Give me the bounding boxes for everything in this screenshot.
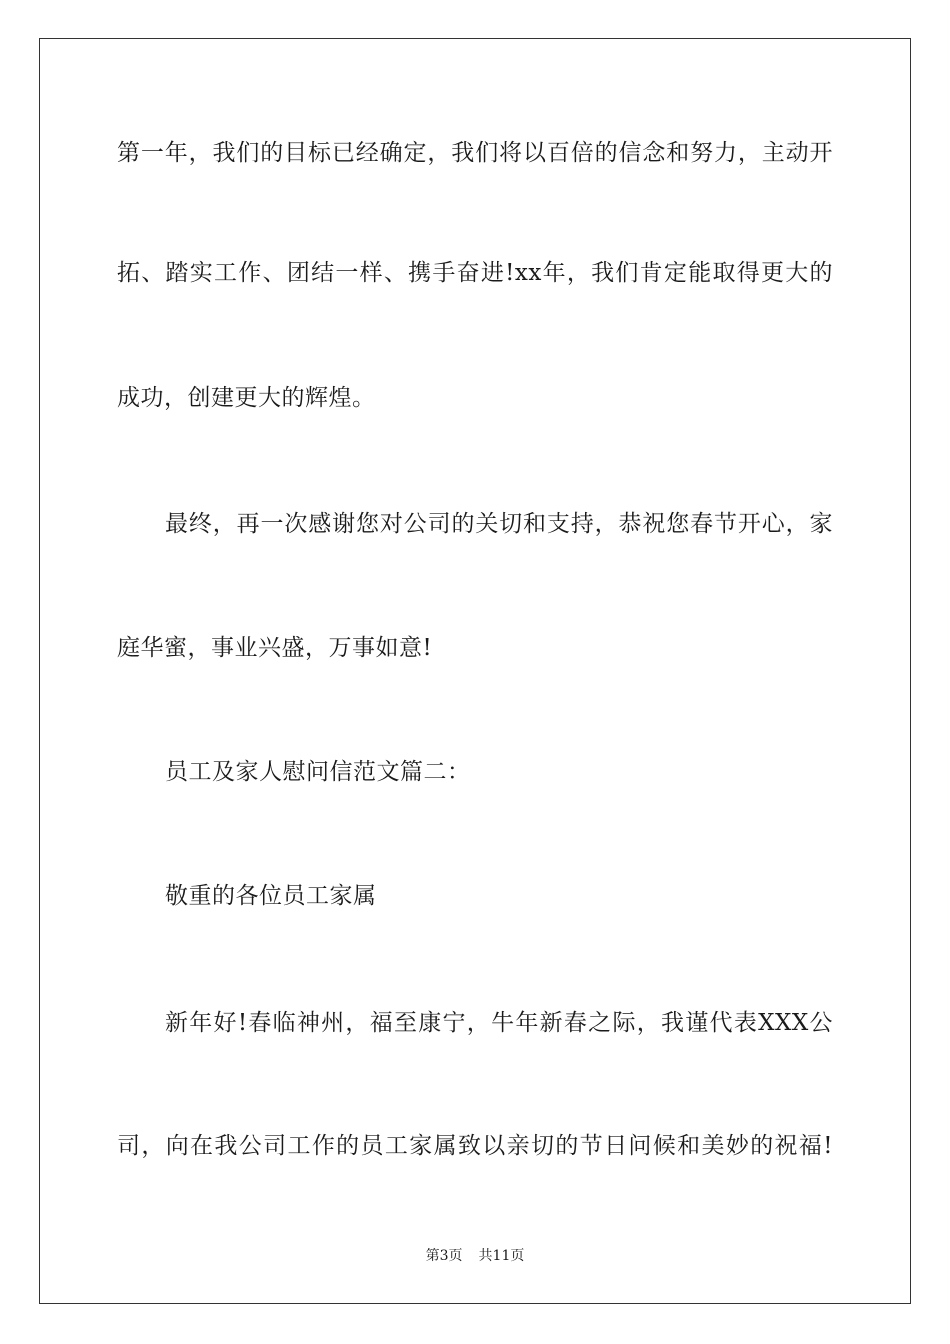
body-line-2: 拓、踏实工作、团结一样、携手奋进!xx年，我们肯定能取得更大的 <box>117 260 833 286</box>
page-footer <box>0 1247 950 1265</box>
section-heading: 员工及家人慰问信范文篇二： <box>165 759 471 785</box>
page-border <box>39 38 911 1304</box>
body-line-4: 最终，再一次感谢您对公司的关切和支持，恭祝您春节开心，家 <box>165 511 833 537</box>
page-total: 共11页 <box>478 1248 525 1264</box>
body-line-5: 庭华蜜，事业兴盛，万事如意! <box>117 635 433 661</box>
salutation: 敬重的各位员工家属 <box>165 883 377 909</box>
body-line-8: 新年好!春临神州，福至康宁，牛年新春之际，我谨代表XXX公 <box>165 1010 833 1036</box>
body-line-3: 成功，创建更大的辉煌。 <box>117 385 376 411</box>
body-line-9: 司，向在我公司工作的员工家属致以亲切的节日问候和美妙的祝福! <box>117 1133 833 1159</box>
page-number: 第3页 <box>425 1248 463 1264</box>
body-line-1: 第一年，我们的目标已经确定，我们将以百倍的信念和努力，主动开 <box>117 140 833 166</box>
